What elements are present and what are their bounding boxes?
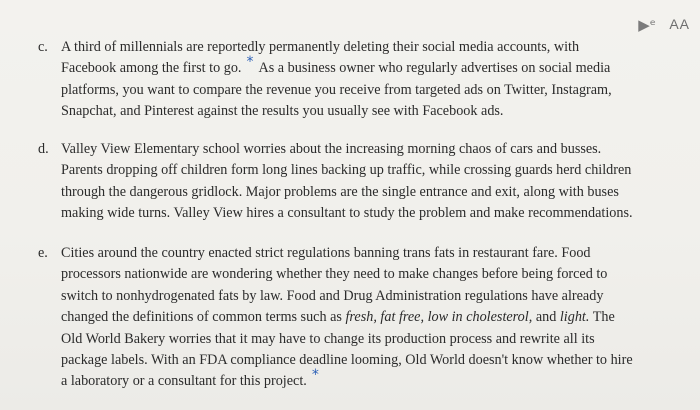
item-line-part: a laboratory or a consultant for this project. bbox=[61, 373, 307, 390]
star-marker-icon[interactable]: * bbox=[246, 54, 254, 71]
item-line-part: The bbox=[592, 309, 615, 326]
item-line: platforms, you want to compare the revenue you receive from targeted ads on Twitter, Instagram, bbox=[61, 81, 612, 98]
item-line: package labels. With an FDA compliance deadline looming, Old World doesn't know whether to hire bbox=[61, 352, 633, 368]
item-label: e. bbox=[38, 245, 48, 261]
item-line: Snapchat, and Pinterest against the results you usually see with Facebook ads. bbox=[61, 103, 504, 120]
item-line-part: changed the definitions of common terms such as bbox=[61, 309, 342, 326]
item-line-part: Facebook among the first to go. bbox=[61, 60, 242, 77]
star-marker-icon[interactable]: * bbox=[311, 367, 319, 384]
item-line bbox=[61, 307, 615, 328]
item-line: processors nationwide are wondering whether they need to make changes before being forced to bbox=[61, 266, 608, 283]
item-line: Parents dropping off children form long lines backing up traffic, while crossing guards herd children bbox=[61, 162, 632, 179]
item-line bbox=[61, 54, 611, 79]
item-line bbox=[61, 367, 324, 392]
item-line: Cities around the country enacted strict regulations banning trans fats in restaurant fare. Food bbox=[61, 245, 591, 261]
item-label: c. bbox=[38, 39, 48, 55]
item-line: making wide turns. Valley View hires a consultant to study the problem and make recommendations. bbox=[61, 205, 633, 222]
item-line: Valley View Elementary school worries about the increasing morning chaos of cars and busses. bbox=[61, 141, 602, 157]
item-line-part: As a business owner who regularly advertises on social media bbox=[258, 60, 611, 77]
item-line: Old World Bakery worries that it may have to change its production process and rewrite all its bbox=[61, 330, 595, 347]
item-label: d. bbox=[38, 141, 49, 157]
item-line: A third of millennials are reportedly permanently deleting their social media accounts, with bbox=[61, 39, 580, 55]
item-line-part: and bbox=[535, 309, 557, 326]
item-line-italic-term: light. bbox=[559, 309, 590, 326]
text-size-button[interactable]: AA bbox=[669, 16, 690, 32]
item-line: switch to nonhydrogenated fats by law. Food and Drug Administration regulations have already bbox=[61, 287, 604, 304]
item-line-italic-terms: fresh, fat free, low in cholesterol, bbox=[345, 309, 533, 326]
item-line: through the dangerous gridlock. Major problems are the single entrance and exit, along with buses bbox=[61, 183, 619, 200]
tts-icon[interactable]: ▶︎ᵉ bbox=[638, 16, 656, 34]
